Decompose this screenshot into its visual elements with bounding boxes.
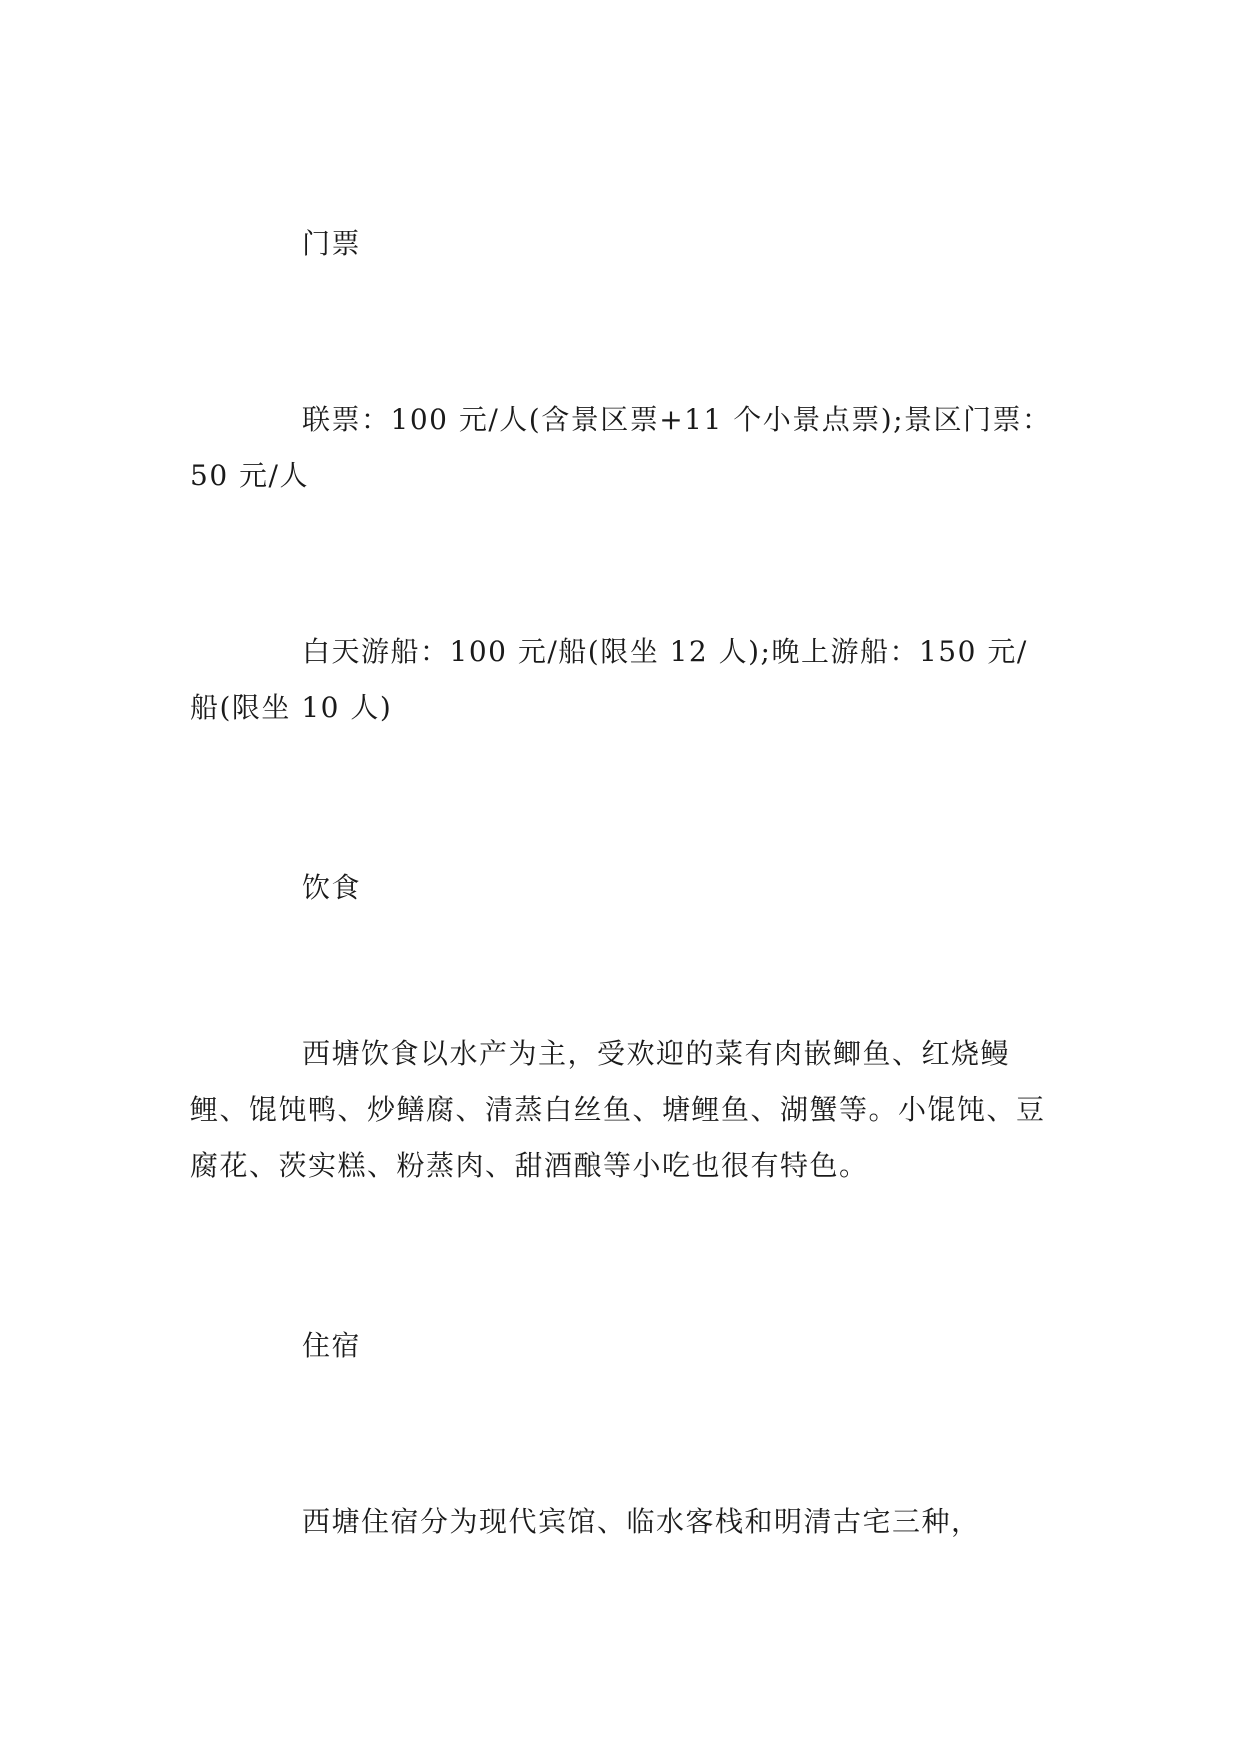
paragraph-food: 西塘饮食以水产为主，受欢迎的菜有肉嵌鲫鱼、红烧鳗鲤、馄饨鸭、炒鳝腐、清蒸白丝鱼、塘鲤鱼、湖蟹等。小馄饨、豆腐花、茨实糕、粉蒸肉、甜酒酿等小吃也很有特色。 [190,1037,1046,1182]
paragraph-lodging: 西塘住宿分为现代宾馆、临水客栈和明清古宅三种， [302,1505,981,1538]
heading-food: 饮食 [302,871,362,904]
paragraph-boat-prices: 白天游船：100 元/船(限坐 12 人);晚上游船：150 元/船(限坐 10 人) [190,635,1028,724]
paragraph-ticket-prices: 联票：100 元/人(含景区票+11 个小景点票);景区门票：50 元/人 [190,403,1052,492]
heading-lodging: 住宿 [302,1329,362,1362]
heading-ticket: 门票 [302,227,362,260]
